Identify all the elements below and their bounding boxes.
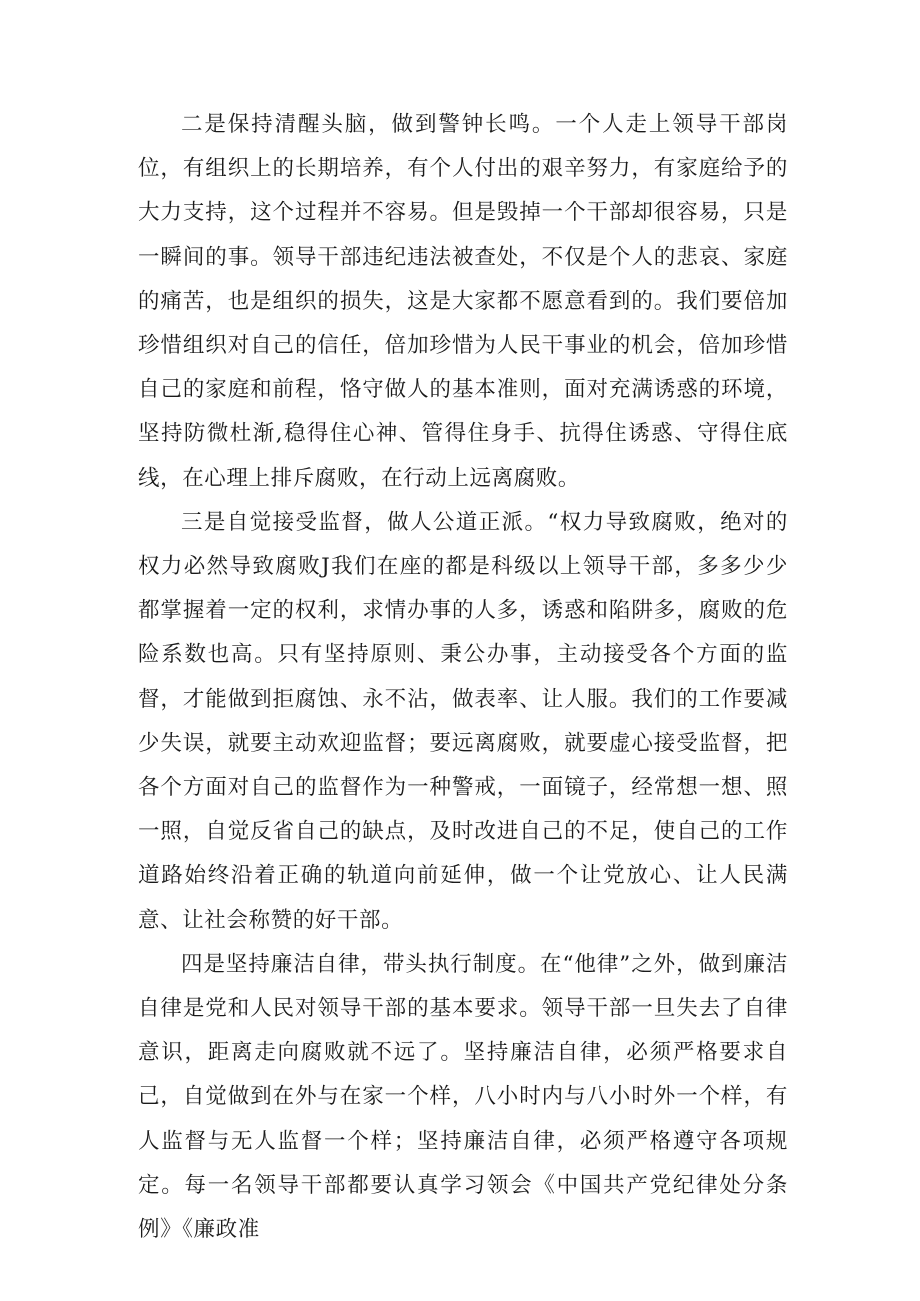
document-body bbox=[138, 103, 788, 1252]
paragraph-stay-alert: 二是保持清醒头脑，做到警钟长鸣。一个人走上领导干部岗位，有组织上的长期培养，有个人付出的艰辛努力，有家庭给予的大力支持，这个过程并不容易。但是毁掉一个干部却很容易，只是一瞬间的事。领导干部违纪违法被查处，不仅是个人的悲哀、家庭的痛苦，也是组织的损失，这是大家都不愿意看到的。我们要倍加珍惜组织对自己的信任，倍加珍惜为人民干事业的机会，倍加珍惜自己的家庭和前程，恪守做人的基本准则，面对充满诱惑的环境，坚持防微杜渐,稳得住心神、管得住身手、抗得住诱惑、守得住底线，在心理上排斥腐败，在行动上远离腐败。 bbox=[138, 112, 788, 491]
paragraph-self-discipline: 四是坚持廉洁自律，带头执行制度。在“他律”之外，做到廉洁自律是党和人民对领导干部的基本要求。领导干部一旦失去了自律意识，距离走向腐败就不远了。坚持廉洁自律，必须严格要求自己，自觉做到在外与在家一个样，八小时内与八小时外一个样，有人监督与无人监督一个样；坚持廉洁自律，必须严格遵守各项规定。每一名领导干部都要认真学习领会《中国共产党纪律处分条例》《廉政准 bbox=[138, 951, 788, 1243]
paragraph-accept-supervision: 三是自觉接受监督，做人公道正派。“权力导致腐败，绝对的权力必然导致腐败J我们在座的都是科级以上领导干部，多多少少都掌握着一定的权利，求情办事的人多，诱惑和陷阱多，腐败的危险系数也高。只有坚持原则、秉公办事，主动接受各个方面的监督，才能做到拒腐蚀、永不沾，做表率、让人服。我们的工作要减少失误，就要主动欢迎监督；要远离腐败，就要虚心接受监督，把各个方面对自己的监督作为一种警戒，一面镜子，经常想一想、照一照，自觉反省自己的缺点，及时改进自己的不足，使自己的工作道路始终沿着正确的轨道向前延伸，做一个让党放心、让人民满意、让社会称赞的好干部。 bbox=[138, 509, 788, 933]
